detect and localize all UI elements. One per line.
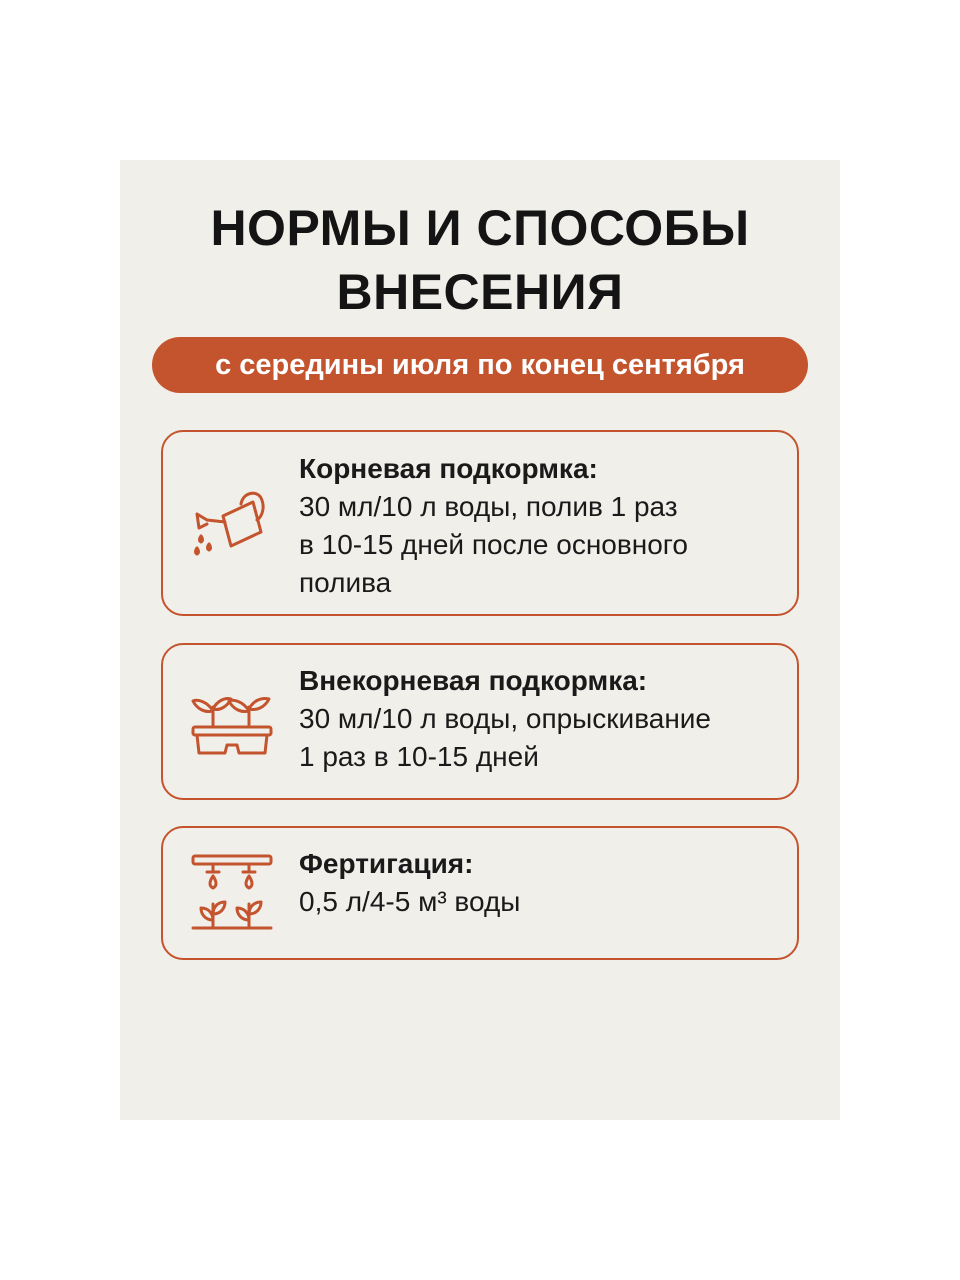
method-detail-line: 30 мл/10 л воды, полив 1 раз [299,491,678,522]
page-title-line-2: ВНЕСЕНИЯ [336,264,624,320]
drip-irrigation-icon [189,848,275,934]
method-label: Фертигация: [299,848,474,879]
method-label: Корневая подкормка: [299,453,598,484]
method-card-foliar-feeding [161,643,799,800]
method-label: Внекорневая подкормка: [299,665,648,696]
method-detail-line: 0,5 л/4-5 м³ воды [299,886,521,917]
page-title-line-1: НОРМЫ И СПОСОБЫ [210,200,750,256]
method-detail-line: полива [299,567,392,598]
method-detail-line: 1 раз в 10-15 дней [299,741,539,772]
period-badge: с середины июля по конец сентября [152,337,808,393]
method-detail-line: в 10-15 дней после основного [299,529,688,560]
seedling-tray-icon [189,679,275,765]
watering-can-icon [189,480,275,566]
page-title [0,196,960,324]
method-card-fertigation [161,826,799,960]
method-detail-line: 30 мл/10 л воды, опрыскивание [299,703,712,734]
method-card-root-feeding [161,430,799,616]
